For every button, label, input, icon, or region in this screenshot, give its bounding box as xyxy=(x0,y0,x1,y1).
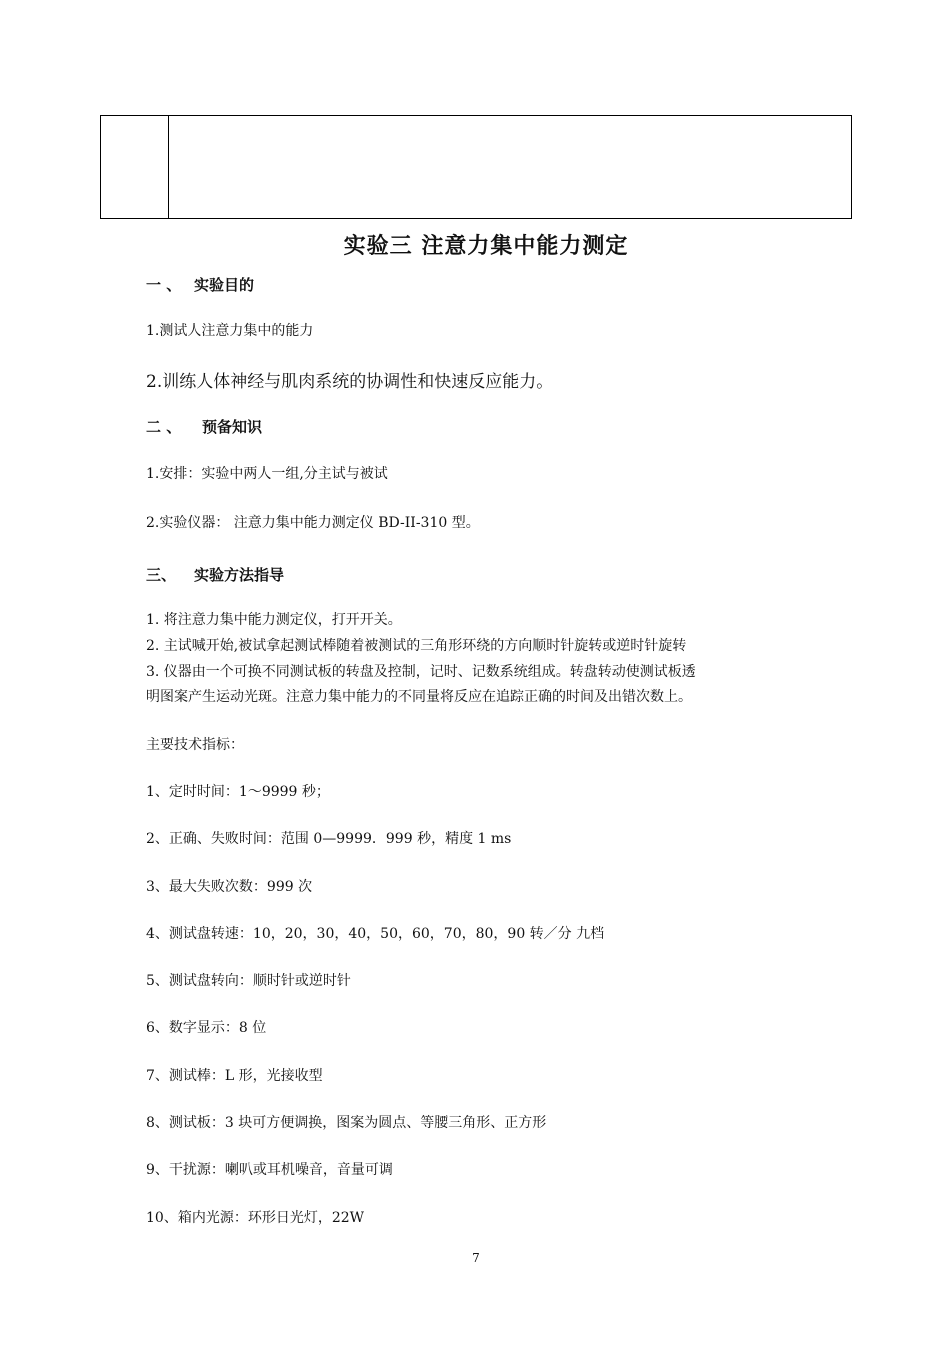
header-table xyxy=(100,115,852,219)
section-number: 二 、 xyxy=(146,418,182,436)
spec-item: 7、测试棒：L 形，光接收型 xyxy=(146,1068,323,1084)
section-title: 实验方法指导 xyxy=(194,566,285,584)
method-item: 2. 主试喊开始,被试拿起测试棒随着被测试的三角形环绕的方向顺时针旋转或逆时针旋转 xyxy=(146,638,687,654)
section-title: 预备知识 xyxy=(202,418,263,436)
section-heading-3 xyxy=(146,564,284,585)
method-item: 3. 仪器由一个可换不同测试板的转盘及控制，记时、记数系统组成。转盘转动使测试板透 xyxy=(146,664,696,680)
page-number: 7 xyxy=(472,1251,480,1265)
spec-item: 4、测试盘转速：10，20，30，40，50，60，70，80，90 转／分 九档 xyxy=(146,926,605,942)
spec-item: 5、测试盘转向：顺时针或逆时针 xyxy=(146,973,351,989)
spec-item: 2、正确、失败时间：范围 0—9999．999 秒，精度 1 ms xyxy=(146,831,512,847)
spec-item: 3、最大失败次数：999 次 xyxy=(146,879,313,895)
method-item: 1. 将注意力集中能力测定仪，打开开关。 xyxy=(146,612,402,628)
purpose-item: 2.训练人体神经与肌肉系统的协调性和快速反应能力。 xyxy=(146,372,554,392)
section-number: 三、 xyxy=(146,566,177,584)
spec-item: 8、测试板：3 块可方便调换，图案为圆点、等腰三角形、正方形 xyxy=(146,1115,547,1131)
method-item: 明图案产生运动光斑。注意力集中能力的不同量将反应在追踪正确的时间及出错次数上。 xyxy=(146,689,692,705)
spec-item: 6、数字显示：8 位 xyxy=(146,1020,267,1036)
section-title: 实验目的 xyxy=(194,276,255,294)
spec-item: 10、箱内光源：环形日光灯，22W xyxy=(146,1210,365,1226)
header-table-left-cell xyxy=(101,116,169,218)
page-title: 实验三 注意力集中能力测定 xyxy=(343,234,629,259)
spec-item: 1、定时时间：1～9999 秒； xyxy=(146,784,330,800)
section-heading-1 xyxy=(146,274,254,295)
specs-title: 主要技术指标： xyxy=(146,737,244,753)
purpose-item: 1.测试人注意力集中的能力 xyxy=(146,323,314,339)
prep-item: 1.安排：实验中两人一组,分主试与被试 xyxy=(146,466,388,482)
spec-item: 9、干扰源：喇叭或耳机噪音，音量可调 xyxy=(146,1162,393,1178)
section-number: 一 、 xyxy=(146,276,182,294)
section-heading-2 xyxy=(146,416,262,437)
prep-item: 2.实验仪器： 注意力集中能力测定仪 BD-II-310 型。 xyxy=(146,515,480,531)
